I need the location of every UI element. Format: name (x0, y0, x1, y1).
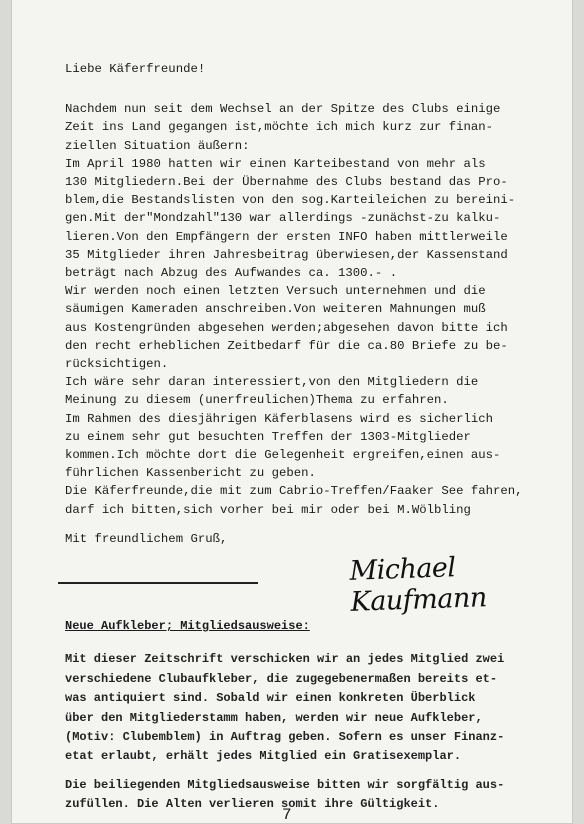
text-line: Ich wäre sehr daran interessiert,von den Mitgliedern die (65, 375, 479, 390)
text-line: zu einem sehr gut besuchten Treffen der 1303-Mitglieder (65, 429, 471, 444)
text-line: führlichen Kassenbericht zu geben. (65, 466, 316, 481)
text-line: aus Kostengründen abgesehen werden;abgesehen davon bitte ich (65, 320, 508, 335)
text-line: etat erlaubt, erhält jedes Mitglied ein Gratisexemplar. (65, 749, 462, 764)
section-heading: Neue Aufkleber; Mitgliedsausweise: (65, 619, 310, 633)
text-line: rücksichtigen. (65, 357, 169, 372)
text-line: blem,die Bestandslisten von den sog.Karteileichen zu bereini- (65, 193, 516, 208)
text-line: Zeit ins Land gegangen ist,möchte ich mich kurz zur finan- (65, 120, 494, 135)
text-line: Im April 1980 hatten wir einen Karteibestand von mehr als (65, 156, 486, 171)
stickers-section (65, 617, 545, 815)
closing-line: Mit freundlichem Gruß, (65, 531, 228, 546)
text-line: (Motiv: Clubemblem) in Auftrag geben. Sofern es unser Finanz- (65, 730, 505, 745)
document-page (12, 0, 572, 823)
text-line: Wir werden noch einen letzten Versuch unternehmen und die (65, 284, 486, 299)
text-line: kommen.Ich möchte dort die Gelegenheit ergreifen,einen aus- (65, 448, 501, 463)
text-line: Mit dieser Zeitschrift verschicken wir an jedes Mitglied zwei (65, 652, 505, 667)
text-line: darf ich bitten,sich vorher bei mir oder bei M.Wölbling (65, 502, 471, 517)
text-line: zufüllen. Die Alten verlieren somit ihre Gültigkeit. (65, 797, 440, 812)
text-line: Meinung zu diesem (unerfreulichen)Thema zu erfahren. (65, 393, 449, 408)
text-line: ziellen Situation äußern: (65, 138, 250, 153)
page-number: 7 (282, 806, 292, 824)
text-line: 35 Mitglieder ihren Jahresbeitrag überwiesen,der Kassenstand (65, 247, 508, 262)
greeting: Liebe Käferfreunde! (65, 62, 206, 76)
text-line: beträgt nach Abzug des Aufwandes ca. 1300.- . (65, 266, 398, 281)
text-line: Im Rahmen des diesjährigen Käferblasens wird es sicherlich (65, 411, 494, 426)
text-line: Nachdem nun seit dem Wechsel an der Spitze des Clubs einige (65, 102, 501, 117)
text-line: Die beiliegenden Mitgliedsausweise bitten wir sorgfältig aus- (65, 777, 505, 792)
text-line: den recht erheblichen Zeitbedarf für die ca.80 Briefe zu be- (65, 338, 508, 353)
letter-paragraph (65, 100, 545, 519)
text-line: was antiquiert sind. Sobald wir einen konkreten Überblick (65, 691, 476, 706)
handwritten-signature: Michael Kaufmann (348, 552, 488, 618)
text-line: verschiedene Clubaufkleber, die zugegebenermaßen bereits et- (65, 671, 498, 686)
text-line: über den Mitgliederstamm haben, werden wir neue Aufkleber, (65, 710, 483, 725)
text-line: 130 Mitgliedern.Bei der Übernahme des Clubs bestand das Pro- (65, 175, 508, 190)
text-line: gen.Mit der"Mondzahl"130 war allerdings -zunächst-zu kalku- (65, 211, 501, 226)
divider (58, 582, 258, 584)
text-line: lieren.Von den Empfängern der ersten INFO haben mittlerweile (65, 229, 508, 244)
letter-body (65, 60, 545, 548)
text-line: säumigen Kameraden anschreiben.Von weiteren Mahnungen muß (65, 302, 486, 317)
text-line: Die Käferfreunde,die mit zum Cabrio-Treffen/Faaker See fahren, (65, 484, 523, 499)
